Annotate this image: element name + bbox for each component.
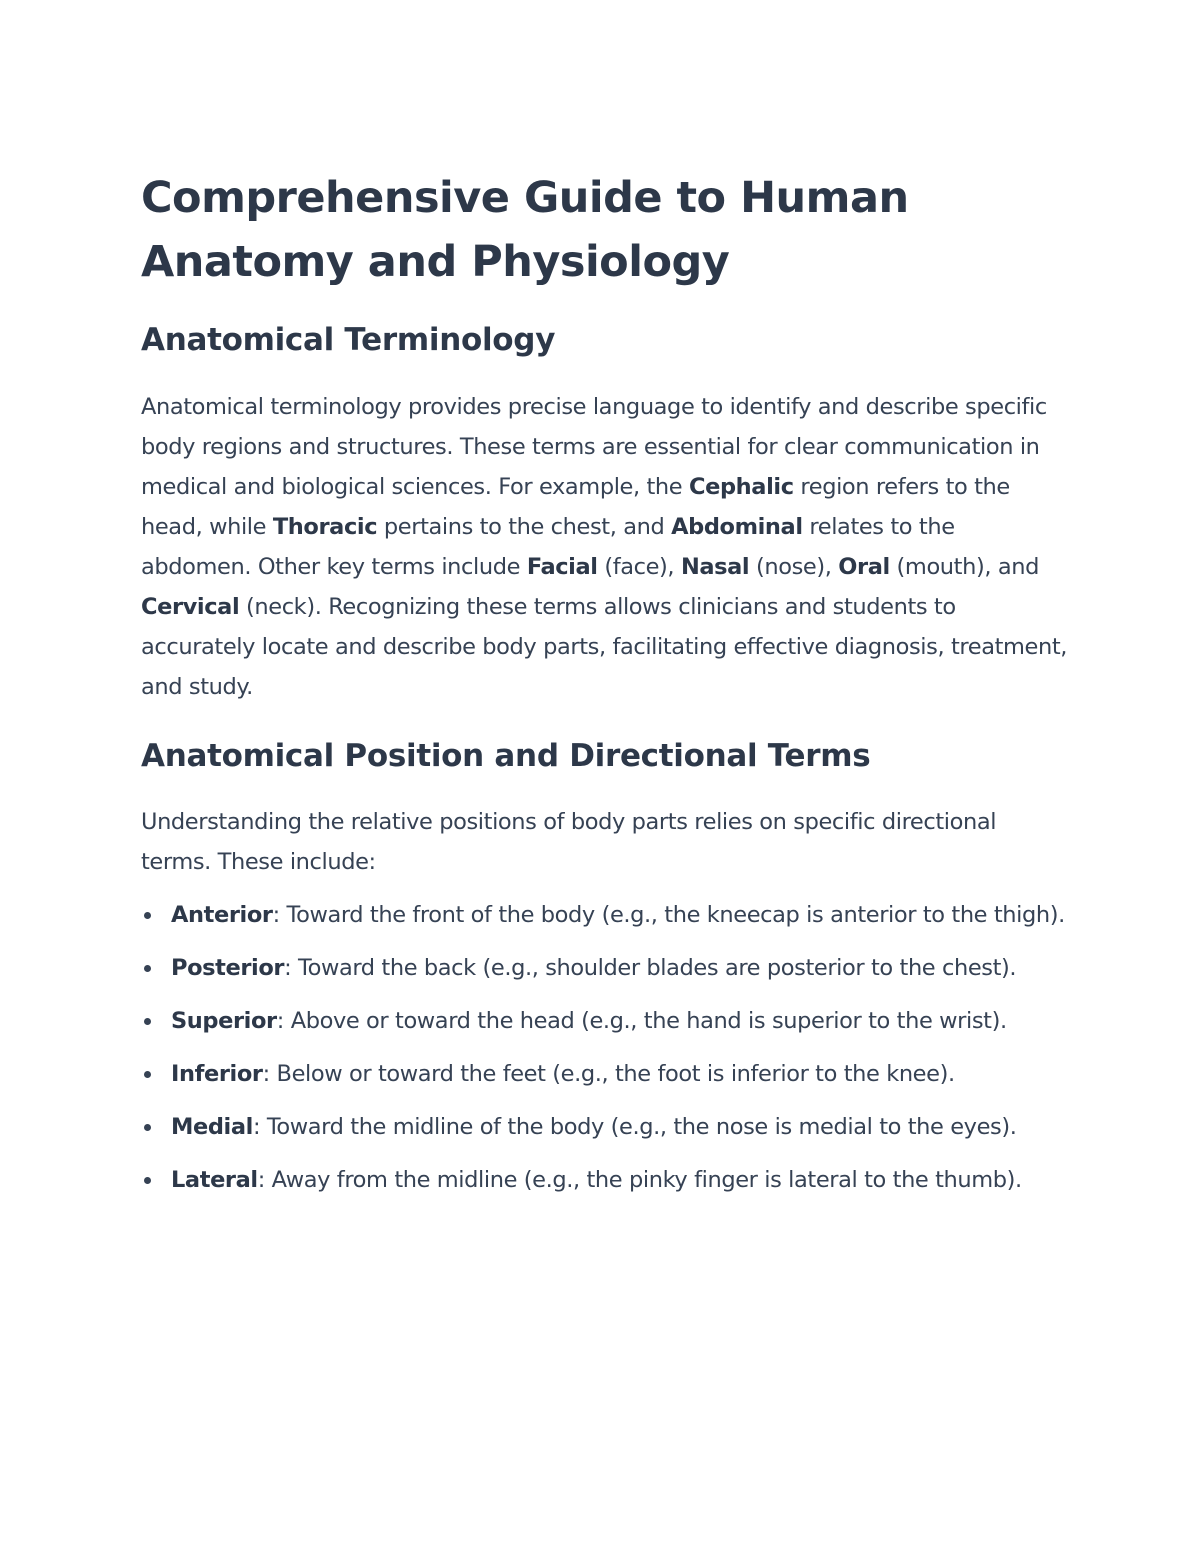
list-item-term: Lateral [171, 1167, 258, 1193]
list-item-text: : Above or toward the head (e.g., the hand is superior to the wrist). [276, 1008, 1007, 1034]
terminology-paragraph [141, 387, 1071, 707]
section-heading-directional-terms: Anatomical Position and Directional Terms [141, 738, 871, 774]
list-item-text: : Toward the midline of the body (e.g., the nose is medial to the eyes). [252, 1114, 1017, 1140]
paragraph-text: (mouth), and [889, 554, 1039, 580]
list-item-term: Inferior [171, 1061, 263, 1087]
paragraph-text: (face), [597, 554, 681, 580]
list-item-text: : Toward the front of the body (e.g., the kneecap is anterior to the thigh). [272, 902, 1065, 928]
list-item [171, 895, 1071, 935]
bullet-icon [144, 1071, 151, 1078]
list-item [171, 1001, 1071, 1041]
list-item [171, 1054, 1071, 1094]
list-item-term: Anterior [171, 902, 273, 928]
term-thoracic: Thoracic [272, 514, 378, 540]
list-item-term: Medial [171, 1114, 253, 1140]
directional-intro-paragraph: Understanding the relative positions of body parts relies on specific directional terms. These include: [141, 809, 997, 875]
list-item-text: : Away from the midline (e.g., the pinky finger is lateral to the thumb). [257, 1167, 1022, 1193]
document-title: Comprehensive Guide to Human Anatomy and Physiology [141, 173, 909, 287]
list-item [171, 1160, 1071, 1200]
term-facial: Facial [526, 554, 598, 580]
paragraph-text: region refers to the head, while [141, 474, 1010, 540]
list-item [171, 1107, 1071, 1147]
list-item-text: : Below or toward the feet (e.g., the foot is inferior to the knee). [262, 1061, 955, 1087]
paragraph-text: (nose), [749, 554, 839, 580]
section-heading-terminology: Anatomical Terminology [141, 322, 556, 358]
bullet-icon [144, 965, 151, 972]
directional-terms-list [141, 895, 1071, 1200]
paragraph-text: Anatomical terminology provides precise language to identify and describe specific body regions and structures. These terms are essential for clear communication in medical and biological sciences. For example, the [141, 394, 1047, 500]
term-nasal: Nasal [680, 554, 750, 580]
paragraph-text: (neck). Recognizing these terms allows clinicians and students to accurately locate and describe body parts, facilitating effective diagnosis, treatment, and study. [141, 594, 1067, 700]
paragraph-text: relates to the abdomen. Other key terms include [141, 514, 955, 580]
document-page [141, 166, 1071, 1213]
bullet-icon [144, 1124, 151, 1131]
paragraph-text: pertains to the chest, and [377, 514, 672, 540]
bullet-icon [144, 1177, 151, 1184]
term-abdominal: Abdominal [671, 514, 803, 540]
bullet-icon [144, 912, 151, 919]
term-oral: Oral [838, 554, 890, 580]
term-cephalic: Cephalic [688, 474, 794, 500]
list-item-text: : Toward the back (e.g., shoulder blades are posterior to the chest). [284, 955, 1017, 981]
list-item [171, 948, 1071, 988]
term-cervical: Cervical [141, 594, 240, 620]
list-item-term: Superior [171, 1008, 277, 1034]
list-item-term: Posterior [171, 955, 285, 981]
bullet-icon [144, 1018, 151, 1025]
